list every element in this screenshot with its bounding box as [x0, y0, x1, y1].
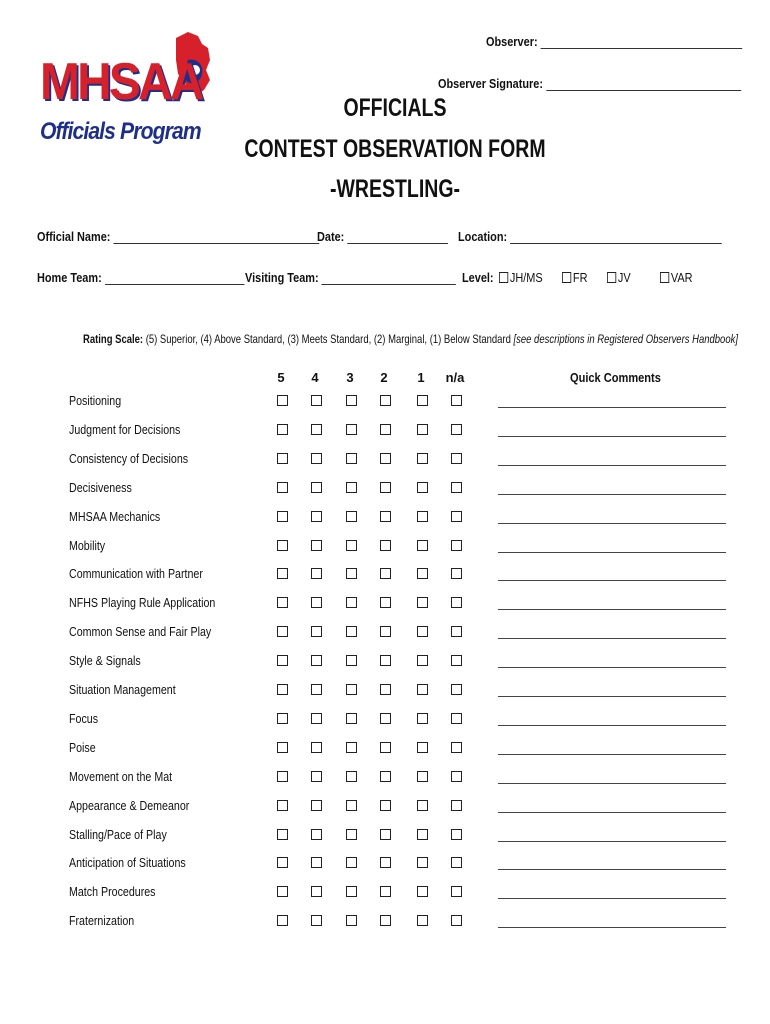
rating-checkbox-2[interactable] — [380, 540, 391, 551]
rating-checkbox-1[interactable] — [417, 915, 428, 926]
rating-checkbox-1[interactable] — [417, 511, 428, 522]
criteria-label: Decisiveness — [69, 479, 132, 495]
level-checkbox-jhms[interactable] — [499, 272, 508, 283]
observer-label: Observer: — [486, 34, 538, 49]
quick-comment-line[interactable] — [498, 637, 726, 639]
criteria-label: Fraternization — [69, 913, 135, 929]
home-team-line[interactable] — [105, 272, 244, 285]
criteria-label: NFHS Playing Rule Application — [69, 595, 216, 611]
quick-comment-line[interactable] — [498, 608, 726, 610]
rating-checkbox-na[interactable] — [451, 655, 462, 666]
rating-scale-label: Rating Scale: — [83, 332, 144, 346]
level-option-label: FR — [572, 270, 588, 285]
rating-checkbox-5[interactable] — [277, 800, 288, 811]
level-checkbox-jv[interactable] — [607, 272, 616, 283]
rating-checkbox-5[interactable] — [277, 626, 288, 637]
level-checkbox-var[interactable] — [660, 272, 669, 283]
rating-checkbox-5[interactable] — [277, 424, 288, 435]
rating-checkbox-na[interactable] — [451, 857, 462, 868]
quick-comment-line[interactable] — [498, 724, 726, 726]
rating-checkbox-5[interactable] — [277, 829, 288, 840]
rating-checkbox-na[interactable] — [451, 482, 462, 493]
criteria-label: Stalling/Pace of Play — [69, 826, 167, 842]
rating-checkbox-2[interactable] — [380, 395, 391, 406]
rating-checkbox-3[interactable] — [346, 713, 357, 724]
rating-checkbox-3[interactable] — [346, 915, 357, 926]
rating-checkbox-4[interactable] — [311, 511, 322, 522]
rating-checkbox-4[interactable] — [311, 655, 322, 666]
rating-checkbox-5[interactable] — [277, 684, 288, 695]
rating-checkbox-3[interactable] — [346, 597, 357, 608]
rating-checkbox-1[interactable] — [417, 829, 428, 840]
date-label: Date: — [317, 229, 345, 244]
official-name-field[interactable] — [37, 229, 319, 244]
visiting-team-line[interactable] — [322, 272, 456, 285]
rating-checkbox-1[interactable] — [417, 886, 428, 897]
level-option-jv[interactable] — [607, 270, 631, 285]
rating-checkbox-3[interactable] — [346, 540, 357, 551]
rating-checkbox-5[interactable] — [277, 915, 288, 926]
rating-checkbox-5[interactable] — [277, 713, 288, 724]
rating-checkbox-5[interactable] — [277, 540, 288, 551]
rating-checkbox-1[interactable] — [417, 424, 428, 435]
rating-checkbox-2[interactable] — [380, 829, 391, 840]
logo-text: MHSAA — [40, 53, 202, 111]
rating-checkbox-1[interactable] — [417, 597, 428, 608]
rating-checkbox-na[interactable] — [451, 742, 462, 753]
level-option-label: JH/MS — [509, 270, 543, 285]
rating-checkbox-3[interactable] — [346, 771, 357, 782]
rating-scale-note: [see descriptions in Registered Observers Handbook] — [513, 332, 738, 346]
rating-checkbox-1[interactable] — [417, 453, 428, 464]
rating-checkbox-3[interactable] — [346, 684, 357, 695]
official-name-line[interactable] — [113, 231, 319, 244]
rating-checkbox-1[interactable] — [417, 626, 428, 637]
rating-checkbox-3[interactable] — [346, 568, 357, 579]
rating-checkbox-1[interactable] — [417, 713, 428, 724]
rating-checkbox-5[interactable] — [277, 886, 288, 897]
rating-checkbox-3[interactable] — [346, 626, 357, 637]
rating-checkbox-3[interactable] — [346, 655, 357, 666]
rating-checkbox-5[interactable] — [277, 453, 288, 464]
location-line[interactable] — [510, 231, 722, 244]
quick-comment-line[interactable] — [498, 435, 726, 437]
rating-checkbox-2[interactable] — [380, 771, 391, 782]
rating-checkbox-3[interactable] — [346, 453, 357, 464]
rating-checkbox-4[interactable] — [311, 886, 322, 897]
rating-checkbox-na[interactable] — [451, 395, 462, 406]
observer-field[interactable] — [486, 34, 742, 49]
rating-checkbox-3[interactable] — [346, 829, 357, 840]
rating-checkbox-5[interactable] — [277, 395, 288, 406]
criteria-label: Style & Signals — [69, 653, 141, 669]
level-field — [462, 270, 494, 285]
quick-comment-line[interactable] — [498, 753, 726, 755]
rating-checkbox-1[interactable] — [417, 742, 428, 753]
quick-comment-line[interactable] — [498, 551, 726, 553]
rating-checkbox-5[interactable] — [277, 597, 288, 608]
observer-signature-field[interactable] — [438, 76, 741, 91]
criteria-label: Appearance & Demeanor — [69, 797, 190, 813]
rating-checkbox-5[interactable] — [277, 511, 288, 522]
rating-checkbox-2[interactable] — [380, 626, 391, 637]
quick-comment-line[interactable] — [498, 695, 726, 697]
rating-checkbox-4[interactable] — [311, 771, 322, 782]
rating-checkbox-3[interactable] — [346, 424, 357, 435]
rating-checkbox-2[interactable] — [380, 886, 391, 897]
rating-checkbox-5[interactable] — [277, 771, 288, 782]
level-option-jhms[interactable] — [499, 270, 543, 285]
quick-comment-line[interactable] — [498, 406, 726, 408]
rating-checkbox-na[interactable] — [451, 915, 462, 926]
rating-checkbox-na[interactable] — [451, 568, 462, 579]
visiting-team-label: Visiting Team: — [245, 270, 319, 285]
level-checkbox-fr[interactable] — [562, 272, 571, 283]
rating-checkbox-1[interactable] — [417, 655, 428, 666]
level-option-var[interactable] — [660, 270, 693, 285]
quick-comment-line[interactable] — [498, 666, 726, 668]
rating-checkbox-na[interactable] — [451, 684, 462, 695]
rating-checkbox-na[interactable] — [451, 511, 462, 522]
rating-checkbox-4[interactable] — [311, 829, 322, 840]
rating-checkbox-2[interactable] — [380, 742, 391, 753]
date-field[interactable] — [317, 229, 448, 244]
quick-comment-line[interactable] — [498, 782, 726, 784]
col-header-2: 2 — [380, 370, 388, 385]
level-option-fr[interactable] — [562, 270, 587, 285]
official-name-label: Official Name: — [37, 229, 111, 244]
title-sport: -WRESTLING- — [330, 175, 460, 203]
observer-signature-label: Observer Signature: — [438, 76, 543, 91]
rating-checkbox-2[interactable] — [380, 482, 391, 493]
visiting-team-field[interactable] — [245, 270, 456, 285]
rating-checkbox-4[interactable] — [311, 568, 322, 579]
criteria-label: Consistency of Decisions — [69, 450, 189, 466]
criteria-label: Anticipation of Situations — [69, 855, 186, 871]
criteria-label: Movement on the Mat — [69, 768, 173, 784]
rating-checkbox-2[interactable] — [380, 453, 391, 464]
rating-checkbox-na[interactable] — [451, 829, 462, 840]
col-header-4: 4 — [311, 370, 319, 385]
rating-checkbox-na[interactable] — [451, 597, 462, 608]
rating-checkbox-na[interactable] — [451, 800, 462, 811]
criteria-label: Match Procedures — [69, 884, 156, 900]
rating-checkbox-3[interactable] — [346, 886, 357, 897]
quick-comment-line[interactable] — [498, 811, 726, 813]
rating-checkbox-na[interactable] — [451, 626, 462, 637]
rating-checkbox-5[interactable] — [277, 482, 288, 493]
criteria-label: MHSAA Mechanics — [69, 508, 161, 524]
col-header-5: 5 — [277, 370, 285, 385]
level-option-label: JV — [617, 270, 631, 285]
rating-checkbox-4[interactable] — [311, 713, 322, 724]
rating-checkbox-4[interactable] — [311, 800, 322, 811]
rating-checkbox-3[interactable] — [346, 800, 357, 811]
rating-checkbox-5[interactable] — [277, 742, 288, 753]
rating-checkbox-4[interactable] — [311, 395, 322, 406]
rating-checkbox-2[interactable] — [380, 597, 391, 608]
quick-comment-line[interactable] — [498, 840, 726, 842]
criteria-label: Mobility — [69, 537, 106, 553]
title-officials: OFFICIALS — [343, 94, 447, 122]
rating-checkbox-1[interactable] — [417, 684, 428, 695]
rating-checkbox-5[interactable] — [277, 857, 288, 868]
rating-checkbox-1[interactable] — [417, 800, 428, 811]
col-header-na: n/a — [445, 370, 465, 385]
observer-signature-line[interactable] — [546, 78, 741, 91]
location-label: Location: — [458, 229, 508, 244]
rating-checkbox-2[interactable] — [380, 800, 391, 811]
quick-comment-line[interactable] — [498, 868, 726, 870]
rating-checkbox-4[interactable] — [311, 857, 322, 868]
rating-checkbox-2[interactable] — [380, 915, 391, 926]
rating-checkbox-4[interactable] — [311, 482, 322, 493]
quick-comment-line[interactable] — [498, 926, 726, 928]
rating-checkbox-2[interactable] — [380, 511, 391, 522]
rating-checkbox-2[interactable] — [380, 713, 391, 724]
rating-checkbox-1[interactable] — [417, 568, 428, 579]
rating-checkbox-4[interactable] — [311, 597, 322, 608]
rating-scale — [83, 332, 738, 346]
rating-checkbox-2[interactable] — [380, 857, 391, 868]
rating-checkbox-2[interactable] — [380, 568, 391, 579]
date-line[interactable] — [347, 231, 448, 244]
quick-comments-header: Quick Comments — [570, 370, 661, 385]
criteria-label: Poise — [69, 739, 96, 755]
criteria-label: Judgment for Decisions — [69, 421, 181, 437]
col-header-3: 3 — [346, 370, 354, 385]
quick-comment-line[interactable] — [498, 522, 726, 524]
col-header-1: 1 — [417, 370, 425, 385]
rating-checkbox-4[interactable] — [311, 742, 322, 753]
quick-comment-line[interactable] — [498, 464, 726, 466]
criteria-label: Communication with Partner — [69, 566, 203, 582]
rating-checkbox-4[interactable] — [311, 540, 322, 551]
rating-checkbox-1[interactable] — [417, 857, 428, 868]
rating-checkbox-4[interactable] — [311, 424, 322, 435]
location-field[interactable] — [458, 229, 722, 244]
level-option-label: VAR — [670, 270, 693, 285]
rating-checkbox-na[interactable] — [451, 771, 462, 782]
rating-checkbox-2[interactable] — [380, 655, 391, 666]
rating-checkbox-3[interactable] — [346, 857, 357, 868]
rating-checkbox-1[interactable] — [417, 395, 428, 406]
quick-comment-line[interactable] — [498, 579, 726, 581]
rating-checkbox-4[interactable] — [311, 915, 322, 926]
rating-checkbox-5[interactable] — [277, 568, 288, 579]
rating-checkbox-4[interactable] — [311, 626, 322, 637]
home-team-label: Home Team: — [37, 270, 102, 285]
rating-checkbox-2[interactable] — [380, 424, 391, 435]
rating-checkbox-1[interactable] — [417, 482, 428, 493]
rating-checkbox-3[interactable] — [346, 511, 357, 522]
rating-checkbox-na[interactable] — [451, 540, 462, 551]
rating-checkbox-na[interactable] — [451, 424, 462, 435]
logo-subtitle: Officials Program — [40, 118, 201, 145]
rating-checkbox-na[interactable] — [451, 713, 462, 724]
criteria-label: Situation Management — [69, 682, 176, 697]
criteria-label: Focus — [69, 710, 99, 726]
rating-checkbox-na[interactable] — [451, 886, 462, 897]
rating-checkbox-2[interactable] — [380, 684, 391, 695]
rating-checkbox-3[interactable] — [346, 482, 357, 493]
rating-checkbox-5[interactable] — [277, 655, 288, 666]
home-team-field[interactable] — [37, 270, 244, 285]
observer-line[interactable] — [541, 36, 743, 49]
criteria-label: Positioning — [69, 393, 122, 408]
criteria-label: Common Sense and Fair Play — [69, 624, 212, 640]
rating-checkbox-3[interactable] — [346, 742, 357, 753]
quick-comment-line[interactable] — [498, 897, 726, 899]
rating-checkbox-na[interactable] — [451, 453, 462, 464]
rating-checkbox-1[interactable] — [417, 771, 428, 782]
level-label: Level: — [462, 270, 494, 285]
rating-checkbox-3[interactable] — [346, 395, 357, 406]
rating-checkbox-1[interactable] — [417, 540, 428, 551]
quick-comment-line[interactable] — [498, 493, 726, 495]
rating-checkbox-4[interactable] — [311, 684, 322, 695]
rating-checkbox-4[interactable] — [311, 453, 322, 464]
title-form: CONTEST OBSERVATION FORM — [244, 135, 546, 163]
rating-scale-text: (5) Superior, (4) Above Standard, (3) Meets Standard, (2) Marginal, (1) Below Standard — [143, 332, 514, 346]
